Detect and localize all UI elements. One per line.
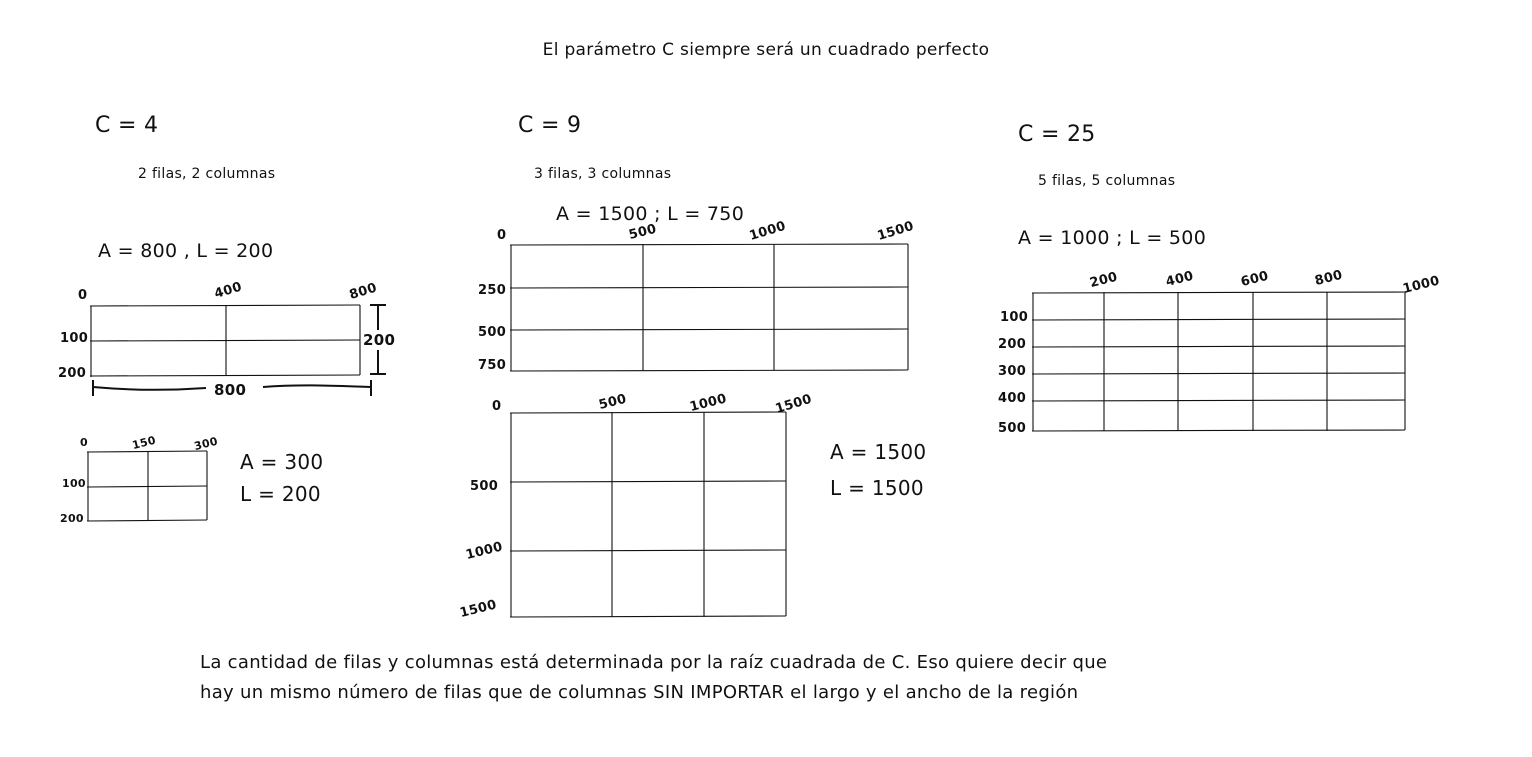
xtick-c9-fig1-0: 0 xyxy=(497,228,507,243)
xtick-c9-fig2-2: 1000 xyxy=(688,391,729,415)
ytick-c25-3: 400 xyxy=(998,391,1027,406)
ytick-c4-fig1-0: 100 xyxy=(60,331,89,346)
case-subtitle-c4: 2 filas, 2 columnas xyxy=(138,166,276,182)
ytick-c9-fig1-0: 250 xyxy=(478,283,507,298)
ytick-c4-fig1-1: 200 xyxy=(58,366,87,381)
xtick-c9-fig1-1: 500 xyxy=(627,221,659,243)
grid-c4-fig2 xyxy=(85,448,215,528)
xtick-c4-fig1-2: 800 xyxy=(347,280,379,303)
xtick-c4-fig1-0: 0 xyxy=(78,288,88,303)
grid-c25 xyxy=(1030,288,1415,438)
side-label-c9-fig2-l: L = 1500 xyxy=(830,476,924,500)
height-label-c4: 200 xyxy=(363,331,396,349)
footer-line-1: La cantidad de filas y columnas está determinada por la raíz cuadrada de C. Eso quiere decir que xyxy=(200,652,1108,673)
xtick-c25-1: 400 xyxy=(1164,268,1196,290)
grid-c4-fig1 xyxy=(88,300,378,390)
xtick-c25-2: 600 xyxy=(1239,268,1271,290)
xtick-c9-fig2-1: 500 xyxy=(597,391,629,413)
ytick-c25-0: 100 xyxy=(1000,310,1029,325)
ytick-c4-fig2-0: 100 xyxy=(62,477,86,490)
dims-label-c4-fig1: A = 800 , L = 200 xyxy=(98,240,274,262)
xtick-c9-fig1-2: 1000 xyxy=(747,218,788,244)
xtick-c9-fig2-3: 1500 xyxy=(773,391,814,417)
ytick-c9-fig2-0: 500 xyxy=(470,479,499,494)
xtick-c25-4: 1000 xyxy=(1401,273,1442,297)
footer-line-2: hay un mismo número de filas que de columnas SIN IMPORTAR el largo y el ancho de la región xyxy=(200,682,1079,703)
side-label-c4-fig2-l: L = 200 xyxy=(240,482,321,506)
ytick-c9-fig2-2: 1500 xyxy=(458,597,499,621)
side-label-c4-fig2-a: A = 300 xyxy=(240,450,324,474)
case-label-c9: C = 9 xyxy=(518,113,582,138)
xtick-c4-fig2-0: 0 xyxy=(80,436,88,449)
dims-label-c25: A = 1000 ; L = 500 xyxy=(1018,227,1207,249)
ytick-c25-2: 300 xyxy=(998,364,1027,379)
xtick-c4-fig1-1: 400 xyxy=(212,279,244,302)
ytick-c25-4: 500 xyxy=(998,421,1027,436)
dims-label-c9-fig1: A = 1500 ; L = 750 xyxy=(556,203,745,225)
case-subtitle-c9: 3 filas, 3 columnas xyxy=(534,166,672,182)
xtick-c4-fig2-2: 300 xyxy=(192,434,220,453)
width-label-c4: 800 xyxy=(214,381,247,399)
xtick-c25-3: 800 xyxy=(1313,267,1345,289)
xtick-c9-fig1-3: 1500 xyxy=(875,218,916,244)
xtick-c25-0: 200 xyxy=(1088,269,1120,291)
grid-c9-fig2 xyxy=(508,408,798,623)
ytick-c9-fig1-1: 500 xyxy=(478,325,507,340)
xtick-c4-fig2-1: 150 xyxy=(130,433,158,452)
page-title: El parámetro C siempre será un cuadrado perfecto xyxy=(542,40,990,60)
ytick-c4-fig2-1: 200 xyxy=(60,512,84,525)
ytick-c25-1: 200 xyxy=(998,337,1027,352)
case-label-c25: C = 25 xyxy=(1018,122,1096,147)
case-subtitle-c25: 5 filas, 5 columnas xyxy=(1038,173,1176,189)
case-label-c4: C = 4 xyxy=(95,113,159,138)
grid-c9-fig1 xyxy=(508,240,918,380)
ytick-c9-fig2-1: 1000 xyxy=(464,539,505,563)
xtick-c9-fig2-0: 0 xyxy=(492,399,502,414)
ytick-c9-fig1-2: 750 xyxy=(478,358,507,373)
side-label-c9-fig2-a: A = 1500 xyxy=(830,440,927,464)
